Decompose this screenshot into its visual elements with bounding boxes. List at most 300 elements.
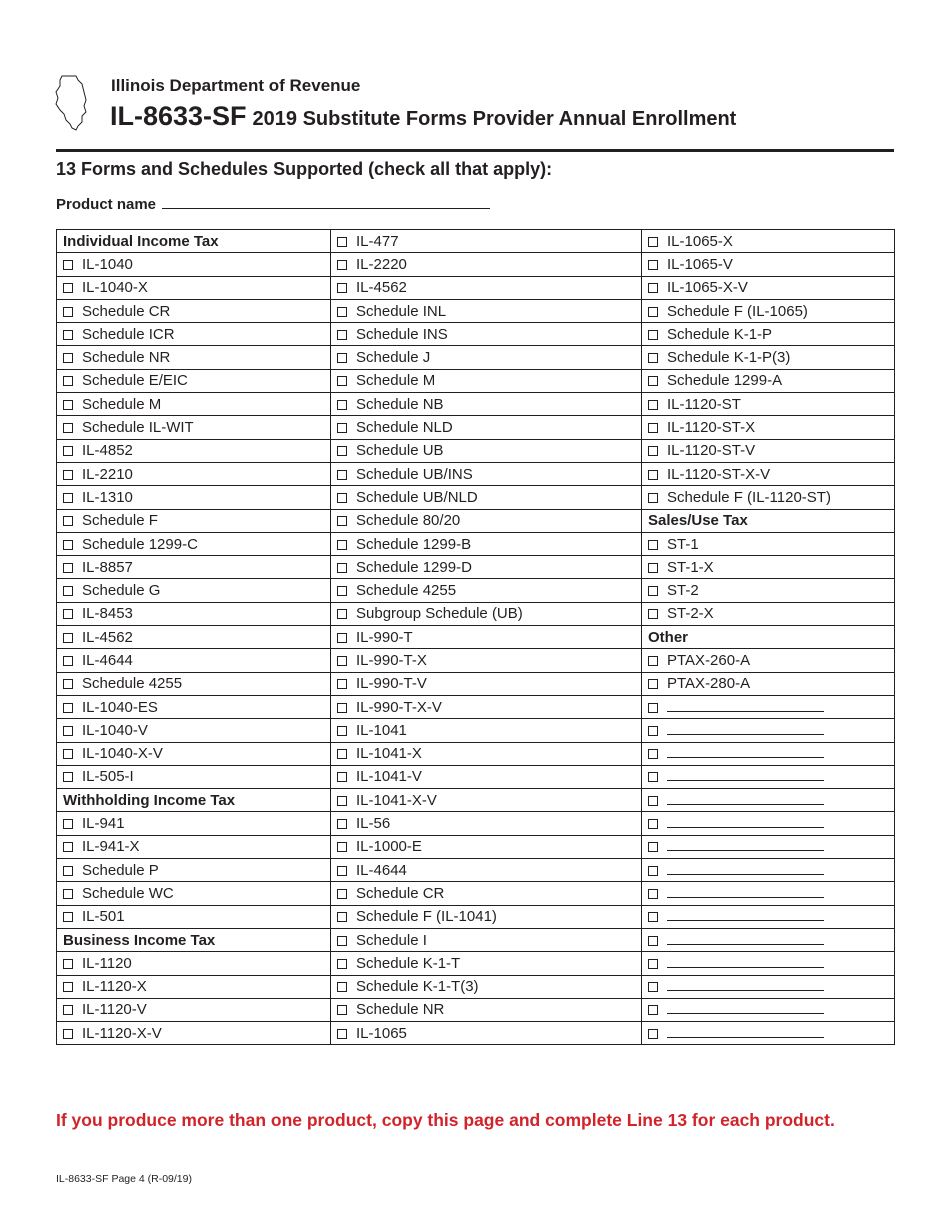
checkbox[interactable] bbox=[63, 493, 73, 503]
form-item bbox=[57, 276, 331, 299]
checkbox[interactable] bbox=[337, 959, 347, 969]
table-row bbox=[57, 369, 895, 392]
table-row bbox=[57, 789, 895, 812]
form-item-label: IL-1040-ES bbox=[82, 698, 158, 716]
checkbox[interactable] bbox=[648, 796, 658, 806]
form-item-label: Schedule K-1-T(3) bbox=[356, 978, 479, 996]
form-item bbox=[331, 905, 642, 928]
form-item-label: IL-1041 bbox=[356, 721, 407, 739]
table-row bbox=[57, 439, 895, 462]
checkbox[interactable] bbox=[337, 563, 347, 573]
checkbox[interactable] bbox=[63, 749, 73, 759]
form-item-label: IL-1065-V bbox=[667, 255, 733, 273]
form-item-label: ST-1 bbox=[667, 535, 699, 553]
checkbox[interactable] bbox=[337, 819, 347, 829]
form-item bbox=[57, 742, 331, 765]
checkbox[interactable] bbox=[648, 679, 658, 689]
form-item-label: IL-1041-X bbox=[356, 745, 422, 763]
checkbox[interactable] bbox=[63, 889, 73, 899]
table-row bbox=[57, 765, 895, 788]
checkbox[interactable] bbox=[648, 819, 658, 829]
checkbox[interactable] bbox=[337, 260, 347, 270]
form-item bbox=[331, 719, 642, 742]
table-row bbox=[57, 742, 895, 765]
checkbox[interactable] bbox=[63, 912, 73, 922]
checkbox[interactable] bbox=[337, 470, 347, 480]
form-item bbox=[331, 695, 642, 718]
table-row bbox=[57, 975, 895, 998]
form-item bbox=[642, 462, 895, 485]
form-item-label: Schedule NLD bbox=[356, 419, 453, 437]
checkbox[interactable] bbox=[337, 936, 347, 946]
section-title: 13 Forms and Schedules Supported (check all that apply): bbox=[56, 159, 553, 179]
form-item-label: IL-1120-ST-X-V bbox=[667, 465, 771, 483]
form-item-label: Subgroup Schedule (UB) bbox=[356, 605, 523, 623]
form-item bbox=[331, 509, 642, 532]
form-item-label: IL-990-T-X bbox=[356, 651, 427, 669]
section-heading: Other bbox=[642, 626, 895, 649]
form-item bbox=[57, 439, 331, 462]
checkbox[interactable] bbox=[63, 283, 73, 293]
form-item bbox=[57, 509, 331, 532]
checkbox[interactable] bbox=[337, 586, 347, 596]
form-item-label: IL-1120-ST-X bbox=[667, 419, 756, 437]
table-row bbox=[57, 509, 895, 532]
form-item bbox=[642, 276, 895, 299]
form-item-label: Schedule NR bbox=[82, 349, 171, 367]
form-item-label: IL-1120-X-V bbox=[82, 1024, 162, 1042]
form-item-label: Schedule M bbox=[82, 395, 162, 413]
form-item-label: ST-2 bbox=[667, 582, 699, 600]
form-item-label: IL-2210 bbox=[82, 465, 133, 483]
table-row bbox=[57, 905, 895, 928]
form-item bbox=[642, 672, 895, 695]
form-item-label: Schedule WC bbox=[82, 884, 174, 902]
checkbox[interactable] bbox=[337, 982, 347, 992]
form-item bbox=[57, 602, 331, 625]
checkbox[interactable] bbox=[648, 283, 658, 293]
form-item bbox=[642, 346, 895, 369]
form-item-label: Schedule E/EIC bbox=[82, 372, 188, 390]
checkbox[interactable] bbox=[648, 982, 658, 992]
form-item bbox=[642, 369, 895, 392]
form-item-label: IL-990-T bbox=[356, 628, 413, 646]
form-item bbox=[331, 369, 642, 392]
form-item bbox=[57, 649, 331, 672]
checkbox[interactable] bbox=[337, 656, 347, 666]
form-item bbox=[642, 230, 895, 253]
form-item-label: Schedule 1299-A bbox=[667, 372, 783, 390]
form-item-label: IL-8453 bbox=[82, 605, 133, 623]
form-item-label: Schedule F (IL-1065) bbox=[667, 302, 808, 320]
checkbox[interactable] bbox=[337, 633, 347, 643]
checkbox[interactable] bbox=[63, 959, 73, 969]
checkbox[interactable] bbox=[337, 1005, 347, 1015]
checkbox[interactable] bbox=[648, 772, 658, 782]
form-item-label: Schedule 1299-C bbox=[82, 535, 198, 553]
form-item-label: Schedule K-1-P(3) bbox=[667, 349, 791, 367]
blank-entry-input[interactable] bbox=[667, 815, 824, 828]
checkbox[interactable] bbox=[63, 1029, 73, 1039]
form-item bbox=[57, 532, 331, 555]
form-item bbox=[331, 416, 642, 439]
form-item-label: IL-1040-V bbox=[82, 721, 148, 739]
checkbox[interactable] bbox=[648, 470, 658, 480]
checkbox[interactable] bbox=[648, 423, 658, 433]
checkbox[interactable] bbox=[63, 563, 73, 573]
table-row bbox=[57, 230, 895, 253]
form-item-label: IL-941 bbox=[82, 815, 125, 833]
form-item bbox=[331, 276, 642, 299]
checkbox[interactable] bbox=[337, 330, 347, 340]
form-item-label: Schedule 1299-B bbox=[356, 535, 472, 553]
blank-entry-input[interactable] bbox=[667, 955, 824, 968]
form-item-label: IL-1310 bbox=[82, 488, 133, 506]
form-item bbox=[57, 393, 331, 416]
blank-entry-input[interactable] bbox=[667, 1025, 824, 1038]
form-item bbox=[331, 393, 642, 416]
checkbox[interactable] bbox=[337, 376, 347, 386]
form-item bbox=[642, 649, 895, 672]
form-item-label: Schedule J bbox=[356, 349, 431, 367]
checkbox[interactable] bbox=[337, 400, 347, 410]
form-item-label: IL-8857 bbox=[82, 558, 133, 576]
blank-form-item bbox=[642, 998, 895, 1021]
blank-entry-input[interactable] bbox=[667, 838, 824, 851]
form-item-label: IL-1120-V bbox=[82, 1001, 147, 1019]
checkbox[interactable] bbox=[337, 609, 347, 619]
form-item bbox=[642, 532, 895, 555]
form-item-label: IL-1120-X bbox=[82, 978, 147, 996]
checkbox[interactable] bbox=[63, 423, 73, 433]
form-item bbox=[331, 882, 642, 905]
blank-form-item bbox=[642, 789, 895, 812]
form-item bbox=[57, 579, 331, 602]
blank-form-item bbox=[642, 859, 895, 882]
checkbox[interactable] bbox=[648, 656, 658, 666]
form-item bbox=[331, 789, 642, 812]
form-item bbox=[331, 230, 642, 253]
blank-form-item bbox=[642, 765, 895, 788]
blank-form-item bbox=[642, 952, 895, 975]
checkbox[interactable] bbox=[337, 1029, 347, 1039]
form-item bbox=[642, 323, 895, 346]
agency-name: Illinois Department of Revenue bbox=[111, 76, 361, 95]
form-item bbox=[642, 439, 895, 462]
form-item bbox=[331, 486, 642, 509]
checkbox[interactable] bbox=[337, 237, 347, 247]
blank-entry-input[interactable] bbox=[667, 745, 824, 758]
form-item bbox=[642, 416, 895, 439]
checkbox[interactable] bbox=[337, 446, 347, 456]
form-item bbox=[331, 462, 642, 485]
form-item-label: IL-990-T-V bbox=[356, 675, 427, 693]
form-item-label: IL-1065-X bbox=[667, 232, 733, 250]
checkbox[interactable] bbox=[337, 679, 347, 689]
checkbox[interactable] bbox=[337, 353, 347, 363]
form-item bbox=[642, 556, 895, 579]
blank-entry-input[interactable] bbox=[667, 792, 824, 805]
checkbox[interactable] bbox=[63, 307, 73, 317]
checkbox[interactable] bbox=[648, 307, 658, 317]
checkbox[interactable] bbox=[337, 493, 347, 503]
form-item bbox=[57, 765, 331, 788]
blank-entry-input[interactable] bbox=[667, 1001, 824, 1014]
blank-form-item bbox=[642, 882, 895, 905]
checkbox[interactable] bbox=[63, 540, 73, 550]
product-name-input[interactable] bbox=[162, 194, 490, 209]
blank-form-item bbox=[642, 695, 895, 718]
form-item-label: IL-941-X bbox=[82, 838, 140, 856]
form-item bbox=[331, 835, 642, 858]
product-name-row bbox=[56, 194, 490, 213]
blank-entry-input[interactable] bbox=[667, 978, 824, 991]
checkbox[interactable] bbox=[63, 470, 73, 480]
form-item bbox=[57, 695, 331, 718]
table-row bbox=[57, 626, 895, 649]
blank-form-item bbox=[642, 1022, 895, 1045]
checkbox[interactable] bbox=[63, 1005, 73, 1015]
form-item bbox=[331, 859, 642, 882]
form-item bbox=[331, 998, 642, 1021]
checkbox[interactable] bbox=[63, 656, 73, 666]
form-item-label: Schedule IL-WIT bbox=[82, 419, 194, 437]
form-item bbox=[331, 299, 642, 322]
form-item bbox=[331, 626, 642, 649]
form-item-label: Schedule UB/NLD bbox=[356, 488, 478, 506]
checkbox[interactable] bbox=[337, 703, 347, 713]
form-item-label: IL-1040-X bbox=[82, 279, 148, 297]
table-row bbox=[57, 579, 895, 602]
form-item bbox=[331, 812, 642, 835]
table-row bbox=[57, 253, 895, 276]
table-row bbox=[57, 486, 895, 509]
section-heading: Sales/Use Tax bbox=[642, 509, 895, 532]
checkbox[interactable] bbox=[337, 912, 347, 922]
form-item bbox=[57, 299, 331, 322]
form-number: IL-8633-SF bbox=[110, 101, 247, 131]
form-item bbox=[642, 393, 895, 416]
checkbox[interactable] bbox=[648, 353, 658, 363]
blank-entry-input[interactable] bbox=[667, 932, 824, 945]
checkbox[interactable] bbox=[337, 516, 347, 526]
checkbox[interactable] bbox=[337, 726, 347, 736]
form-item bbox=[642, 253, 895, 276]
form-item bbox=[331, 672, 642, 695]
checkbox[interactable] bbox=[63, 842, 73, 852]
form-item bbox=[57, 905, 331, 928]
table-row bbox=[57, 672, 895, 695]
form-item-label: IL-1120-ST bbox=[667, 395, 741, 413]
table-row bbox=[57, 835, 895, 858]
form-item-label: IL-1120 bbox=[82, 954, 132, 972]
form-item bbox=[57, 253, 331, 276]
checkbox[interactable] bbox=[63, 679, 73, 689]
form-item bbox=[57, 626, 331, 649]
form-item bbox=[331, 742, 642, 765]
blank-entry-input[interactable] bbox=[667, 908, 824, 921]
form-title bbox=[110, 101, 736, 132]
form-item bbox=[331, 556, 642, 579]
checkbox[interactable] bbox=[648, 1029, 658, 1039]
checkbox[interactable] bbox=[63, 633, 73, 643]
form-item-label: Schedule ICR bbox=[82, 325, 175, 343]
form-item-label: IL-1065 bbox=[356, 1024, 407, 1042]
table-row bbox=[57, 998, 895, 1021]
checkbox[interactable] bbox=[337, 307, 347, 317]
checkbox[interactable] bbox=[648, 563, 658, 573]
blank-entry-input[interactable] bbox=[667, 862, 824, 875]
blank-entry-input[interactable] bbox=[667, 699, 824, 712]
table-row bbox=[57, 416, 895, 439]
checkbox[interactable] bbox=[337, 423, 347, 433]
blank-form-item bbox=[642, 905, 895, 928]
table-row bbox=[57, 1022, 895, 1045]
blank-form-item bbox=[642, 975, 895, 998]
form-item bbox=[642, 299, 895, 322]
form-item bbox=[331, 765, 642, 788]
checkbox[interactable] bbox=[337, 283, 347, 293]
table-row bbox=[57, 532, 895, 555]
checkbox[interactable] bbox=[63, 819, 73, 829]
form-item-label: Schedule INL bbox=[356, 302, 447, 320]
form-item bbox=[642, 579, 895, 602]
form-item-label: Schedule NR bbox=[356, 1001, 445, 1019]
table-row bbox=[57, 393, 895, 416]
blank-entry-input[interactable] bbox=[667, 885, 824, 898]
form-item bbox=[57, 486, 331, 509]
checkbox[interactable] bbox=[648, 400, 658, 410]
section-heading: Individual Income Tax bbox=[57, 230, 331, 253]
table-row bbox=[57, 695, 895, 718]
form-item-label: ST-2-X bbox=[667, 605, 714, 623]
form-item bbox=[331, 952, 642, 975]
form-item bbox=[57, 1022, 331, 1045]
form-item-label: Schedule M bbox=[356, 372, 436, 390]
checkbox[interactable] bbox=[337, 772, 347, 782]
checkbox[interactable] bbox=[63, 866, 73, 876]
checkbox[interactable] bbox=[63, 703, 73, 713]
form-item bbox=[57, 882, 331, 905]
checkbox[interactable] bbox=[648, 493, 658, 503]
form-item bbox=[331, 579, 642, 602]
checkbox[interactable] bbox=[63, 586, 73, 596]
form-item bbox=[642, 602, 895, 625]
checkbox[interactable] bbox=[648, 889, 658, 899]
form-item-label: Schedule F (IL-1041) bbox=[356, 908, 497, 926]
checkbox[interactable] bbox=[648, 446, 658, 456]
forms-table bbox=[56, 229, 895, 1045]
form-item-label: IL-2220 bbox=[356, 255, 407, 273]
form-item bbox=[331, 1022, 642, 1045]
checkbox[interactable] bbox=[63, 446, 73, 456]
checkbox[interactable] bbox=[648, 260, 658, 270]
form-item bbox=[331, 649, 642, 672]
checkbox[interactable] bbox=[337, 842, 347, 852]
blank-entry-input[interactable] bbox=[667, 768, 824, 781]
blank-entry-input[interactable] bbox=[667, 722, 824, 735]
section-heading: Withholding Income Tax bbox=[57, 789, 331, 812]
form-item-label: Schedule 1299-D bbox=[356, 558, 472, 576]
form-item-label: ST-1-X bbox=[667, 558, 714, 576]
form-item-label: IL-1120-ST-V bbox=[667, 442, 756, 460]
form-item-label: Schedule 80/20 bbox=[356, 512, 461, 530]
form-item-label: IL-1041-V bbox=[356, 768, 422, 786]
checkbox[interactable] bbox=[648, 609, 658, 619]
form-item-label: Schedule UB/INS bbox=[356, 465, 473, 483]
checkbox[interactable] bbox=[648, 237, 658, 247]
checkbox[interactable] bbox=[63, 400, 73, 410]
checkbox[interactable] bbox=[648, 586, 658, 596]
form-item-label: IL-1065-X-V bbox=[667, 279, 748, 297]
form-item bbox=[57, 975, 331, 998]
product-name-label: Product name bbox=[56, 196, 157, 213]
table-row bbox=[57, 882, 895, 905]
checkbox[interactable] bbox=[337, 540, 347, 550]
checkbox[interactable] bbox=[648, 866, 658, 876]
form-item bbox=[331, 532, 642, 555]
checkbox[interactable] bbox=[63, 772, 73, 782]
form-item bbox=[57, 556, 331, 579]
checkbox[interactable] bbox=[63, 516, 73, 526]
checkbox[interactable] bbox=[648, 726, 658, 736]
form-item-label: IL-990-T-X-V bbox=[356, 698, 442, 716]
form-item bbox=[57, 346, 331, 369]
form-item-label: IL-477 bbox=[356, 232, 399, 250]
table-row bbox=[57, 812, 895, 835]
checkbox[interactable] bbox=[337, 749, 347, 759]
checkbox[interactable] bbox=[63, 609, 73, 619]
form-item-label: IL-4562 bbox=[82, 628, 133, 646]
checkbox[interactable] bbox=[648, 912, 658, 922]
checkbox[interactable] bbox=[337, 866, 347, 876]
checkbox[interactable] bbox=[63, 726, 73, 736]
checkbox[interactable] bbox=[337, 889, 347, 899]
checkbox[interactable] bbox=[63, 330, 73, 340]
checkbox[interactable] bbox=[63, 260, 73, 270]
checkbox[interactable] bbox=[648, 842, 658, 852]
checkbox[interactable] bbox=[648, 936, 658, 946]
checkbox[interactable] bbox=[648, 1005, 658, 1015]
table-row bbox=[57, 602, 895, 625]
table-row bbox=[57, 859, 895, 882]
checkbox[interactable] bbox=[648, 959, 658, 969]
form-item bbox=[331, 602, 642, 625]
checkbox[interactable] bbox=[648, 540, 658, 550]
form-item bbox=[57, 462, 331, 485]
checkbox[interactable] bbox=[648, 749, 658, 759]
checkbox[interactable] bbox=[337, 796, 347, 806]
form-item bbox=[57, 998, 331, 1021]
table-row bbox=[57, 346, 895, 369]
checkbox[interactable] bbox=[648, 330, 658, 340]
checkbox[interactable] bbox=[648, 376, 658, 386]
form-item-label: Schedule 4255 bbox=[82, 675, 183, 693]
blank-form-item bbox=[642, 742, 895, 765]
form-item-label: Schedule F (IL-1120-ST) bbox=[667, 488, 831, 506]
form-item-label: Schedule G bbox=[82, 582, 161, 600]
form-item-label: Schedule K-1-P bbox=[667, 325, 773, 343]
checkbox[interactable] bbox=[63, 376, 73, 386]
form-item-label: IL-501 bbox=[82, 908, 125, 926]
checkbox[interactable] bbox=[63, 982, 73, 992]
form-item-label: Schedule 4255 bbox=[356, 582, 457, 600]
form-item bbox=[331, 253, 642, 276]
form-item-label: IL-4644 bbox=[82, 651, 133, 669]
checkbox[interactable] bbox=[648, 703, 658, 713]
checkbox[interactable] bbox=[63, 353, 73, 363]
table-row bbox=[57, 952, 895, 975]
